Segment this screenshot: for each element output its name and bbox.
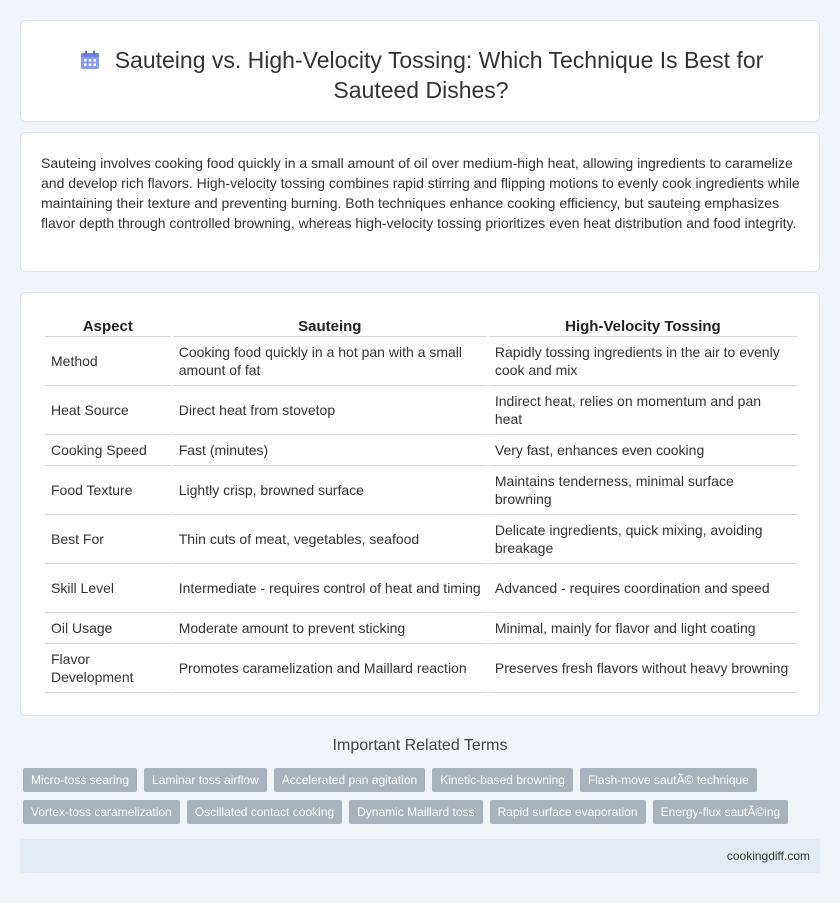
row-tossing: Preserves fresh flavors without heavy browning — [489, 644, 797, 693]
table-header-row — [45, 315, 797, 337]
row-sauteing: Lightly crisp, browned surface — [173, 466, 487, 515]
related-terms-list — [23, 768, 803, 824]
row-aspect: Best For — [45, 515, 171, 564]
summary-card — [20, 132, 820, 272]
row-sauteing: Cooking food quickly in a hot pan with a small amount of fat — [173, 337, 487, 386]
column-header-sauteing: Sauteing — [173, 315, 487, 337]
row-aspect: Oil Usage — [45, 613, 171, 644]
page-title — [61, 45, 781, 105]
row-tossing: Maintains tenderness, minimal surface browning — [489, 466, 797, 515]
related-term-tag[interactable]: Oscillated contact cooking — [187, 800, 342, 824]
comparison-table — [43, 315, 799, 693]
row-tossing: Indirect heat, relies on momentum and pan heat — [489, 386, 797, 435]
footer — [20, 839, 820, 873]
row-aspect: Method — [45, 337, 171, 386]
row-tossing: Delicate ingredients, quick mixing, avoiding breakage — [489, 515, 797, 564]
row-sauteing: Thin cuts of meat, vegetables, seafood — [173, 515, 487, 564]
row-aspect: Flavor Development — [45, 644, 171, 693]
table-row — [45, 386, 797, 435]
footer-site-link[interactable]: cookingdiff.com — [726, 849, 810, 863]
related-term-tag[interactable]: Flash-move sautÃ© technique — [580, 768, 757, 792]
related-term-tag[interactable]: Rapid surface evaporation — [490, 800, 646, 824]
related-terms-title: Important Related Terms — [332, 737, 508, 754]
row-aspect: Heat Source — [45, 386, 171, 435]
table-row — [45, 466, 797, 515]
comparison-card — [20, 292, 820, 716]
row-tossing: Very fast, enhances even cooking — [489, 435, 797, 466]
table-row — [45, 613, 797, 644]
related-term-tag[interactable]: Kinetic-based browning — [432, 768, 573, 792]
table-row — [45, 435, 797, 466]
row-sauteing: Fast (minutes) — [173, 435, 487, 466]
related-term-tag[interactable]: Laminar toss airflow — [144, 768, 267, 792]
row-sauteing: Intermediate - requires control of heat and timing — [173, 564, 487, 613]
related-term-tag[interactable]: Energy-flux sautÃ©ing — [653, 800, 789, 824]
row-aspect: Food Texture — [45, 466, 171, 515]
table-row — [45, 515, 797, 564]
table-row — [45, 644, 797, 693]
row-tossing: Advanced - requires coordination and speed — [489, 564, 797, 613]
row-sauteing: Direct heat from stovetop — [173, 386, 487, 435]
column-header-tossing: High-Velocity Tossing — [489, 315, 797, 337]
row-tossing: Minimal, mainly for flavor and light coating — [489, 613, 797, 644]
row-aspect: Cooking Speed — [45, 435, 171, 466]
related-term-tag[interactable]: Accelerated pan agitation — [274, 768, 425, 792]
row-aspect: Skill Level — [45, 564, 171, 613]
header-card — [20, 20, 820, 122]
row-tossing: Rapidly tossing ingredients in the air to evenly cook and mix — [489, 337, 797, 386]
calendar-icon — [79, 49, 101, 71]
related-term-tag[interactable]: Micro-toss searing — [23, 768, 137, 792]
column-header-aspect: Aspect — [45, 315, 171, 337]
page-title-wrap — [61, 45, 781, 105]
summary-text: Sauteing involves cooking food quickly in a small amount of oil over medium-high heat, allowing ingredients to caramelize and develop rich flavors. High-velocity tossing combines rapid stirring and flipping motions to evenly cook ingredients while maintaining their texture and preventing burning. Both techniques enhance cooking efficiency, but sauteing emphasizes flavor depth through controlled browning, whereas high-velocity tossing prioritizes even heat distribution and food integrity. — [41, 155, 800, 231]
row-sauteing: Promotes caramelization and Maillard reaction — [173, 644, 487, 693]
page-title-text: Sauteing vs. High-Velocity Tossing: Which Technique Is Best for Sauteed Dishes? — [114, 47, 764, 103]
table-row — [45, 564, 797, 613]
related-term-tag[interactable]: Vortex-toss caramelization — [23, 800, 180, 824]
related-term-tag[interactable]: Dynamic Maillard toss — [349, 800, 482, 824]
table-row — [45, 337, 797, 386]
row-sauteing: Moderate amount to prevent sticking — [173, 613, 487, 644]
